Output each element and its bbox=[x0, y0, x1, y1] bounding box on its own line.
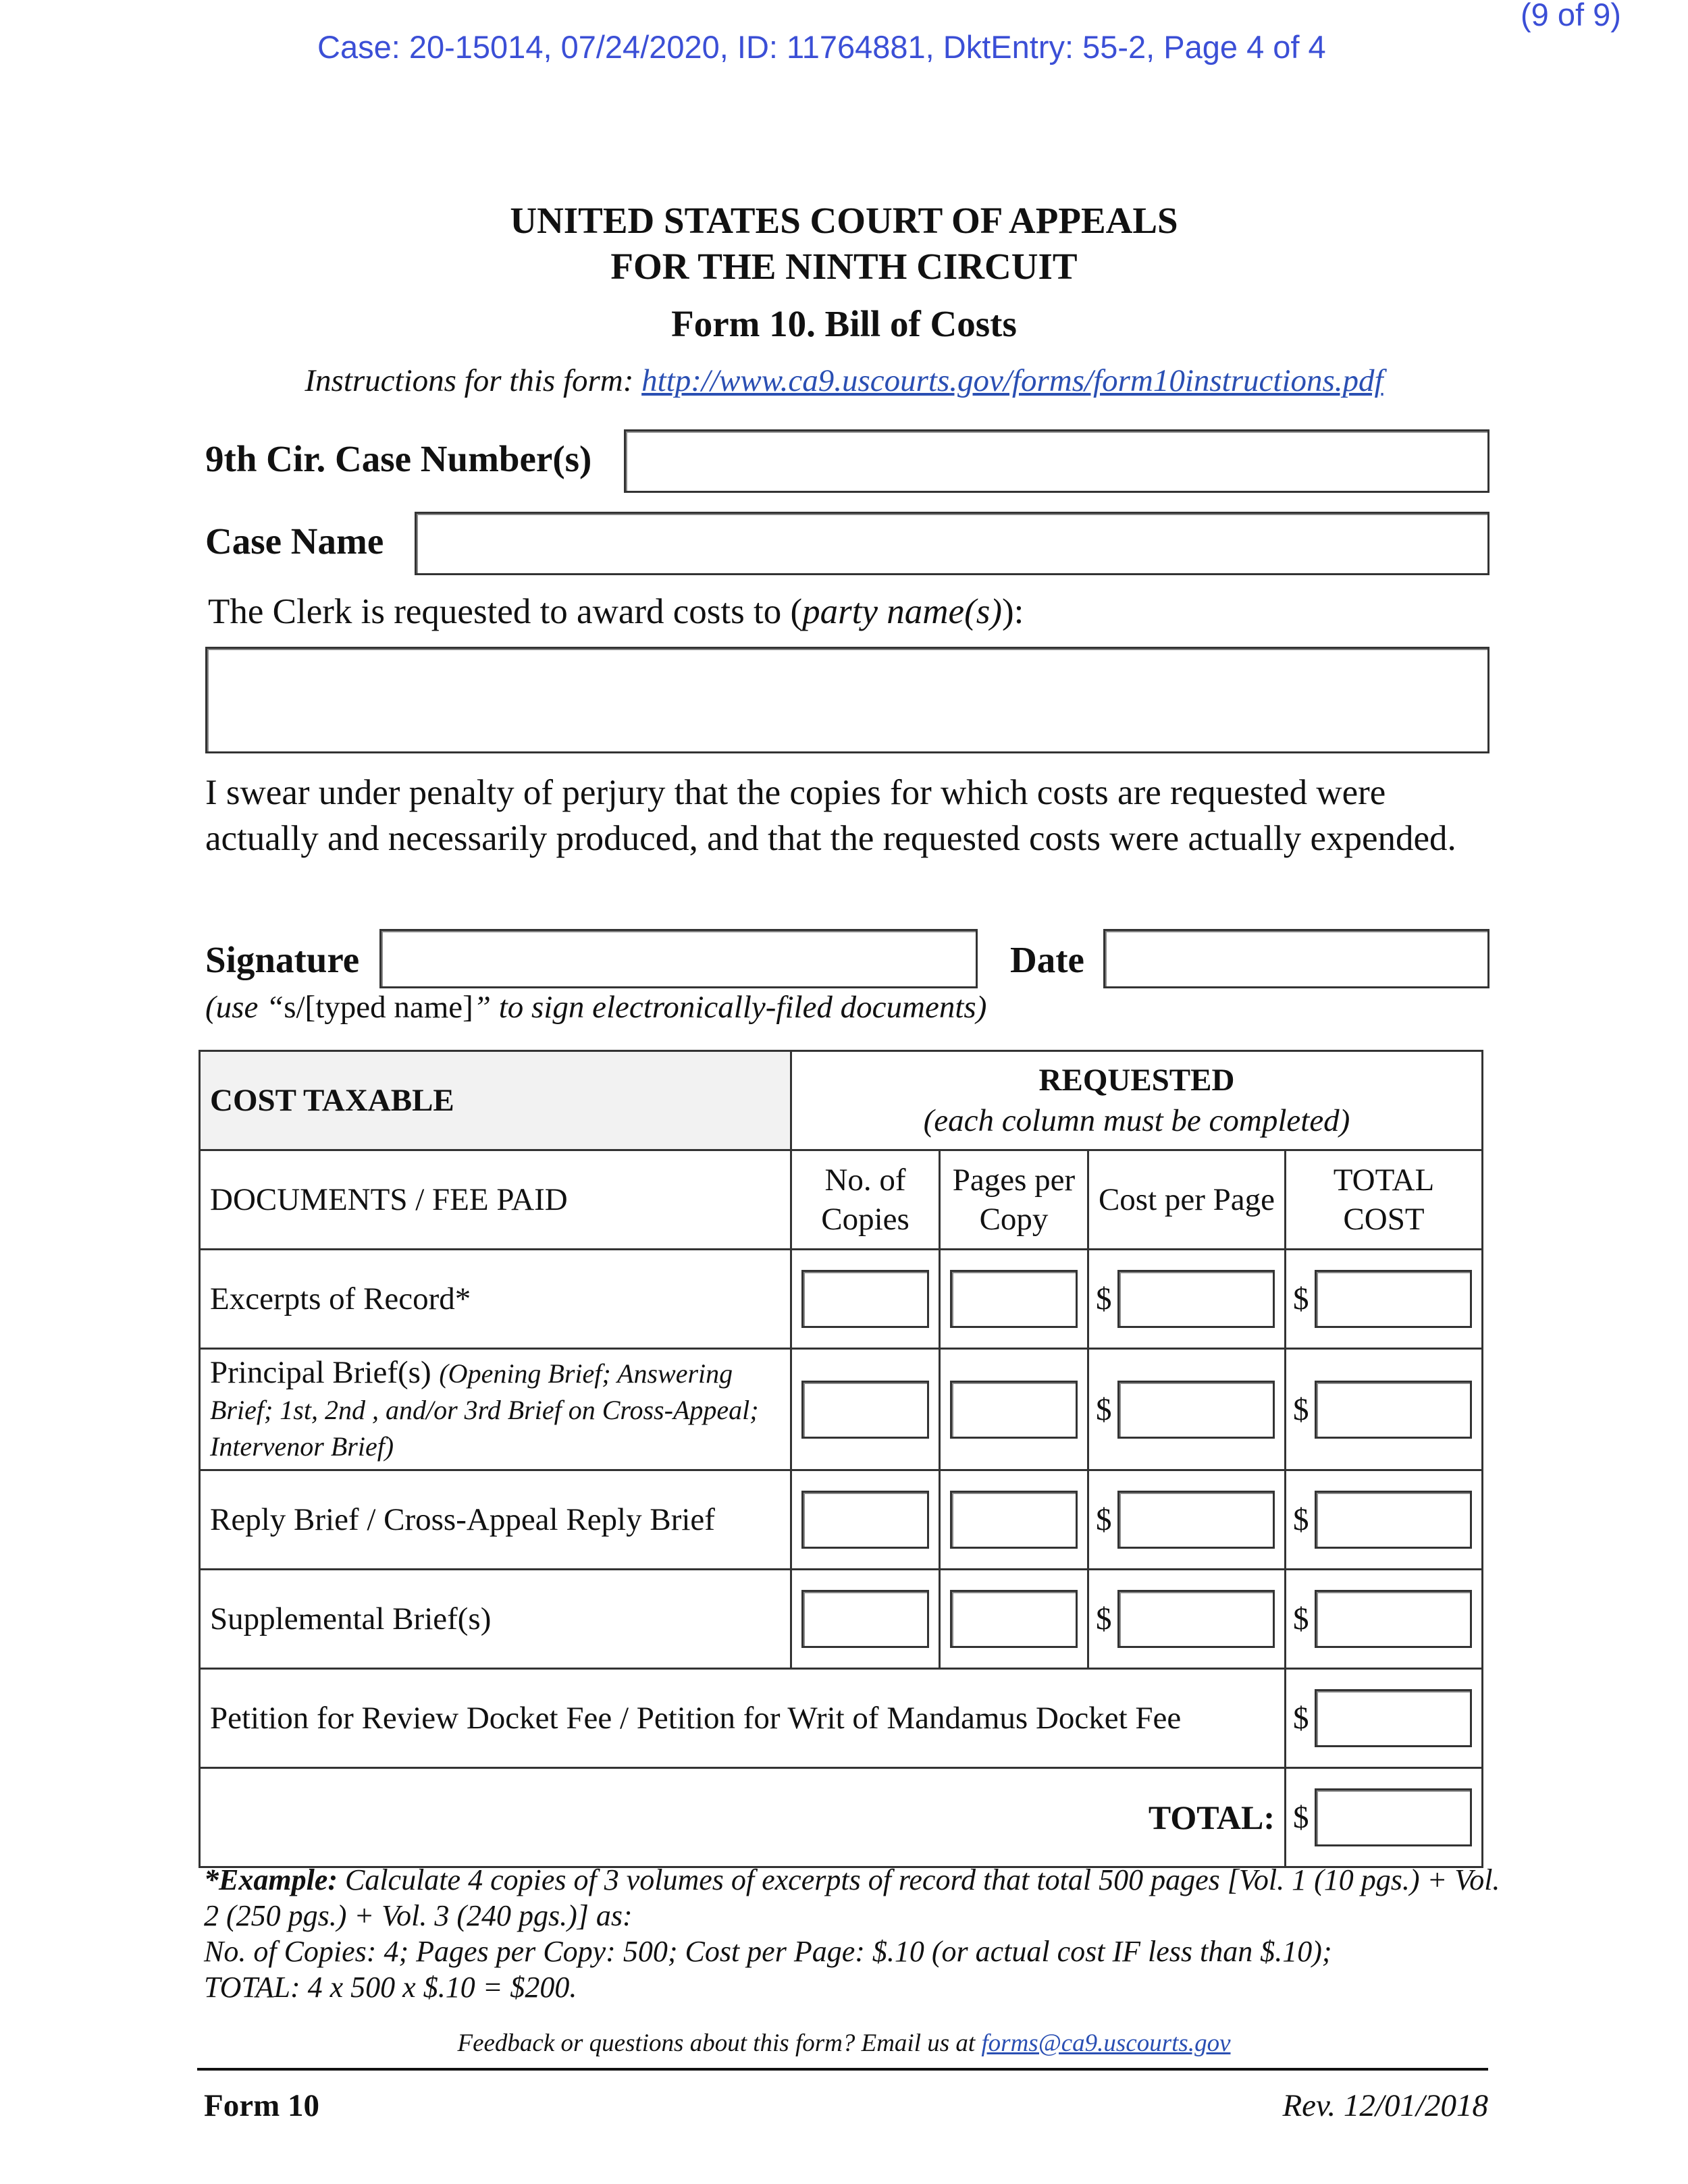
total-cost-field[interactable] bbox=[1315, 1270, 1472, 1328]
currency-symbol: $ bbox=[1293, 1281, 1309, 1316]
case-number-label: 9th Cir. Case Number(s) bbox=[205, 438, 592, 479]
pages-per-copy-field[interactable] bbox=[950, 1491, 1078, 1549]
cost-per-page-col-header: Cost per Page bbox=[1088, 1150, 1286, 1250]
copies-field[interactable] bbox=[801, 1491, 929, 1549]
footer-divider bbox=[197, 2068, 1488, 2071]
docket-fee-field[interactable] bbox=[1315, 1689, 1472, 1747]
hint-typed-name: s/[typed name] bbox=[284, 990, 473, 1025]
currency-symbol: $ bbox=[1293, 1502, 1309, 1537]
table-row bbox=[200, 1570, 1483, 1669]
party-name-hint: party name(s) bbox=[802, 592, 1003, 631]
instructions-line bbox=[0, 363, 1688, 399]
feedback-email-link[interactable]: forms@ca9.uscourts.gov bbox=[981, 2029, 1231, 2057]
table-row bbox=[200, 1470, 1483, 1570]
currency-symbol: $ bbox=[1096, 1502, 1112, 1537]
example-line1: Calculate 4 copies of 3 volumes of excerpts of record that total 500 pages [Vol. 1 (10 pgs.) + Vol. 2 (250 pgs.) + Vol. 3 (240 pgs.)] as: bbox=[204, 1863, 1500, 1932]
copies-col-header bbox=[791, 1150, 940, 1250]
revision-date: Rev. 12/01/2018 bbox=[1282, 2088, 1488, 2123]
example-lead: *Example: bbox=[204, 1863, 338, 1896]
party-names-field[interactable] bbox=[205, 647, 1489, 753]
copies-header-l1: No. of bbox=[824, 1163, 906, 1198]
docket-fee-row bbox=[200, 1669, 1483, 1768]
grand-total-field[interactable] bbox=[1315, 1788, 1472, 1846]
court-name-line2: FOR THE NINTH CIRCUIT bbox=[610, 246, 1078, 287]
requested-note: (each column must be completed) bbox=[923, 1103, 1350, 1138]
pages-col-header bbox=[940, 1150, 1088, 1250]
requested-title: REQUESTED bbox=[1038, 1063, 1235, 1098]
total-cost-field[interactable] bbox=[1315, 1381, 1472, 1439]
currency-symbol: $ bbox=[1096, 1391, 1112, 1427]
page-count: (9 of 9) bbox=[1521, 0, 1621, 32]
form-title: Form 10. Bill of Costs bbox=[671, 303, 1017, 344]
row-label-note: (Opening Brief; Answering Brief; 1st, 2nd , and/or 3rd Brief on Cross-Appeal; Intervenor Brief) bbox=[210, 1358, 759, 1462]
case-name-label: Case Name bbox=[205, 521, 384, 562]
total-cost-field[interactable] bbox=[1315, 1590, 1472, 1648]
row-label bbox=[200, 1570, 791, 1669]
currency-symbol: $ bbox=[1293, 1701, 1309, 1736]
currency-symbol: $ bbox=[1293, 1391, 1309, 1427]
pages-header-l1: Pages per bbox=[952, 1163, 1076, 1198]
row-label-text: Supplemental Brief(s) bbox=[210, 1601, 492, 1636]
row-label bbox=[200, 1250, 791, 1349]
row-label bbox=[200, 1349, 791, 1470]
table-row bbox=[200, 1250, 1483, 1349]
cost-table bbox=[199, 1050, 1483, 1868]
cost-per-page-field[interactable] bbox=[1117, 1381, 1275, 1439]
example-note bbox=[204, 1862, 1514, 2005]
example-line3: TOTAL: 4 x 500 x $.10 = $200. bbox=[204, 1971, 577, 2004]
date-field[interactable] bbox=[1103, 929, 1489, 988]
hint-prefix: (use “ bbox=[205, 990, 284, 1025]
table-row bbox=[200, 1349, 1483, 1470]
total-header-l2: COST bbox=[1343, 1202, 1425, 1237]
court-name-line1: UNITED STATES COURT OF APPEALS bbox=[510, 200, 1178, 241]
currency-symbol: $ bbox=[1293, 1800, 1309, 1835]
perjury-statement: I swear under penalty of perjury that the copies for which costs are requested were actually and necessarily produced, and that the requested costs were actually expended. bbox=[205, 773, 1456, 858]
documents-fee-header: DOCUMENTS / FEE PAID bbox=[200, 1150, 791, 1250]
case-number-field[interactable] bbox=[624, 429, 1489, 493]
example-line2: No. of Copies: 4; Pages per Copy: 500; Cost per Page: $.10 (or actual cost IF less than $.10); bbox=[204, 1935, 1332, 1968]
feedback-prefix: Feedback or questions about this form? Email us at bbox=[457, 2029, 982, 2057]
row-label-text: Principal Brief(s) bbox=[210, 1354, 440, 1390]
copies-field[interactable] bbox=[801, 1381, 929, 1439]
total-label: TOTAL: bbox=[200, 1768, 1286, 1867]
cost-per-page-field[interactable] bbox=[1117, 1590, 1275, 1648]
copies-header-l2: Copies bbox=[821, 1202, 909, 1237]
signature-label: Signature bbox=[205, 939, 360, 980]
award-prefix: The Clerk is requested to award costs to ( bbox=[208, 592, 803, 631]
cost-per-page-field[interactable] bbox=[1117, 1270, 1275, 1328]
instructions-prefix: Instructions for this form: bbox=[305, 363, 642, 398]
award-costs-line bbox=[208, 591, 1024, 632]
row-label bbox=[200, 1470, 791, 1570]
total-header-l1: TOTAL bbox=[1333, 1163, 1435, 1198]
date-label: Date bbox=[1010, 939, 1084, 980]
total-cost-field[interactable] bbox=[1315, 1491, 1472, 1549]
case-name-field[interactable] bbox=[415, 512, 1489, 575]
pages-per-copy-field[interactable] bbox=[950, 1270, 1078, 1328]
docket-stamp: Case: 20-15014, 07/24/2020, ID: 11764881, DktEntry: 55-2, Page 4 of 4 bbox=[317, 29, 1326, 65]
award-suffix: ): bbox=[1002, 592, 1024, 631]
form-number: Form 10 bbox=[204, 2088, 319, 2123]
row-label-text: Excerpts of Record* bbox=[210, 1281, 471, 1316]
copies-field[interactable] bbox=[801, 1270, 929, 1328]
total-cost-col-header bbox=[1286, 1150, 1483, 1250]
feedback-line bbox=[0, 2029, 1688, 2058]
signature-hint bbox=[205, 989, 986, 1026]
currency-symbol: $ bbox=[1096, 1601, 1112, 1636]
requested-header bbox=[791, 1051, 1483, 1150]
pages-header-l2: Copy bbox=[979, 1202, 1049, 1237]
row-label-text: Reply Brief / Cross-Appeal Reply Brief bbox=[210, 1502, 715, 1537]
copies-field[interactable] bbox=[801, 1590, 929, 1648]
hint-suffix: ” to sign electronically-filed documents) bbox=[473, 990, 987, 1025]
signature-field[interactable] bbox=[379, 929, 978, 988]
pages-per-copy-field[interactable] bbox=[950, 1381, 1078, 1439]
currency-symbol: $ bbox=[1096, 1281, 1112, 1316]
instructions-link[interactable]: http://www.ca9.uscourts.gov/forms/form10instructions.pdf bbox=[641, 363, 1383, 398]
cost-per-page-field[interactable] bbox=[1117, 1491, 1275, 1549]
total-row bbox=[200, 1768, 1483, 1867]
pages-per-copy-field[interactable] bbox=[950, 1590, 1078, 1648]
cost-taxable-header: COST TAXABLE bbox=[200, 1051, 791, 1150]
docket-fee-label: Petition for Review Docket Fee / Petition for Writ of Mandamus Docket Fee bbox=[200, 1669, 1286, 1768]
currency-symbol: $ bbox=[1293, 1601, 1309, 1636]
